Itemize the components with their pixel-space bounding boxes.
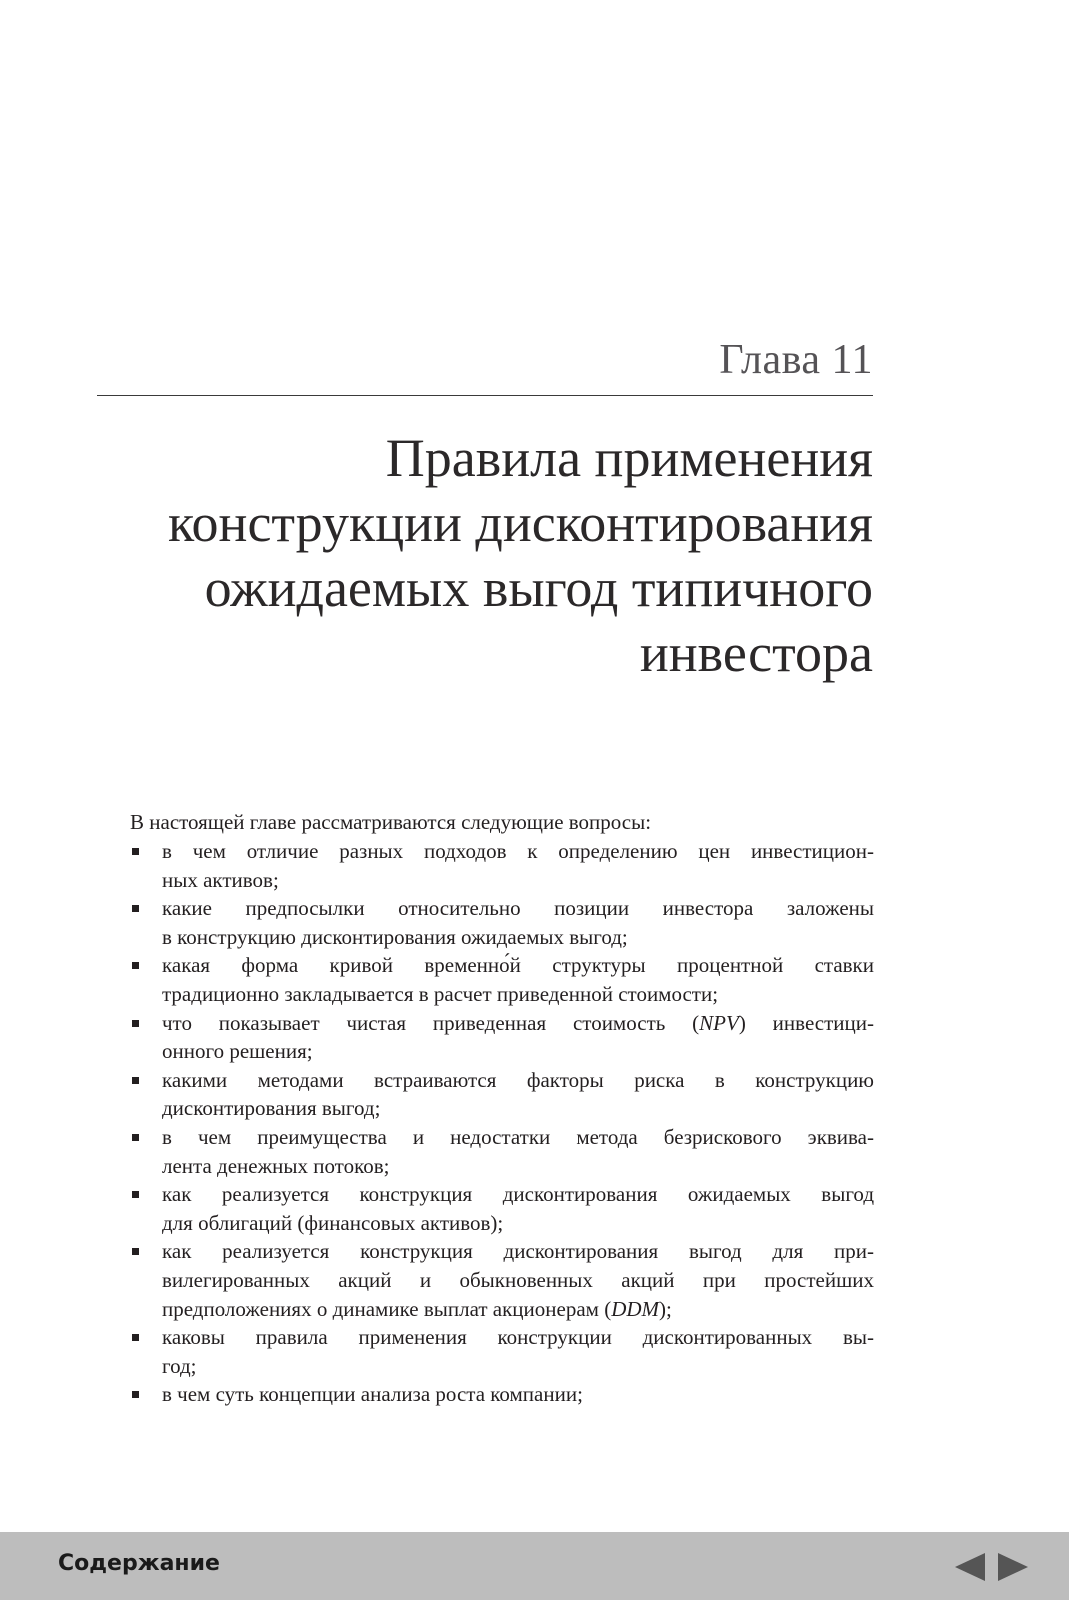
list-item	[130, 1066, 874, 1123]
text-segment: предположениях о динамике выплат акционерам (	[162, 1296, 612, 1321]
list-item	[130, 951, 874, 1008]
abbreviation-ddm: DDM	[611, 1296, 660, 1321]
chapter-title-line: конструкции дисконтирования	[168, 493, 873, 553]
square-bullet-icon	[132, 1191, 139, 1198]
chapter-title-line: ожидаемых выгод типичного	[204, 558, 873, 618]
list-item-line: в чем отличие разных подходов к определению цен инвестицион-	[162, 839, 874, 863]
list-item-line: как реализуется конструкция дисконтирования ожидаемых выгод	[162, 1182, 874, 1207]
list-item	[130, 837, 874, 894]
square-bullet-icon	[132, 1334, 139, 1341]
list-item-line: в чем преимущества и недостатки метода безрискового эквива-	[162, 1124, 874, 1149]
triangle-left-icon	[953, 1552, 987, 1582]
square-bullet-icon	[132, 1248, 139, 1255]
intro-text: В настоящей главе рассматриваются следующие вопросы:	[130, 810, 652, 834]
chapter-title	[93, 426, 873, 686]
text-segment: );	[659, 1296, 672, 1321]
list-item-line: какая форма кривой временно́й структуры процентной ставки	[162, 953, 874, 978]
square-bullet-icon	[132, 848, 139, 855]
chapter-divider	[97, 395, 873, 396]
chapter-title-line: инвестора	[639, 623, 873, 683]
triangle-right-icon	[996, 1552, 1030, 1582]
previous-page-button[interactable]	[953, 1552, 987, 1582]
list-item-line: какие предпосылки относительно позиции инвестора заложены	[162, 896, 874, 921]
list-item	[130, 1180, 874, 1237]
list-item-line: для облигаций (финансовых активов);	[162, 1210, 504, 1235]
square-bullet-icon	[132, 1134, 139, 1141]
list-item-line: дисконтирования выгод;	[162, 1096, 381, 1121]
list-item	[130, 1323, 874, 1380]
square-bullet-icon	[132, 905, 139, 912]
list-item	[130, 894, 874, 951]
chapter-label: Глава 11	[719, 337, 873, 383]
square-bullet-icon	[132, 1020, 139, 1027]
list-item-line: как реализуется конструкция дисконтирования выгод для при-	[162, 1239, 874, 1264]
navigation-bar	[0, 1532, 1069, 1600]
list-item-line: каковы правила применения конструкции дисконтированных вы-	[162, 1325, 874, 1350]
list-item-line: лента денежных потоков;	[162, 1153, 390, 1178]
square-bullet-icon	[132, 1391, 139, 1398]
list-item	[130, 1123, 874, 1180]
abbreviation-npv: NPV	[699, 1010, 739, 1035]
chapter-title-line: Правила применения	[385, 428, 873, 488]
list-item-line: ных активов;	[162, 867, 279, 892]
list-item-line: онного решения;	[162, 1039, 313, 1064]
list-item-line: год;	[162, 1353, 197, 1378]
list-item-line	[162, 1009, 874, 1038]
topics-list	[130, 837, 874, 1409]
text-segment: что показывает чистая приведенная стоимость (	[162, 1010, 700, 1035]
next-page-button[interactable]	[996, 1552, 1030, 1582]
list-item-line: в конструкцию дисконтирования ожидаемых выгод;	[162, 924, 628, 949]
list-item-line	[162, 1295, 874, 1324]
list-item	[130, 1237, 874, 1323]
list-item	[130, 1380, 874, 1409]
text-segment: ) инвестици-	[738, 1010, 874, 1035]
square-bullet-icon	[132, 962, 139, 969]
table-of-contents-link[interactable]: Содержание	[58, 1551, 220, 1576]
list-item-line: традиционно закладывается в расчет приведенной стоимости;	[162, 981, 719, 1006]
square-bullet-icon	[132, 1077, 139, 1084]
list-item	[130, 1009, 874, 1066]
list-item-line: вилегированных акций и обыкновенных акций при простейших	[162, 1267, 874, 1292]
list-item-line: в чем суть концепции анализа роста компании;	[162, 1382, 583, 1407]
list-item-line: какими методами встраиваются факторы риска в конструкцию	[162, 1067, 874, 1092]
